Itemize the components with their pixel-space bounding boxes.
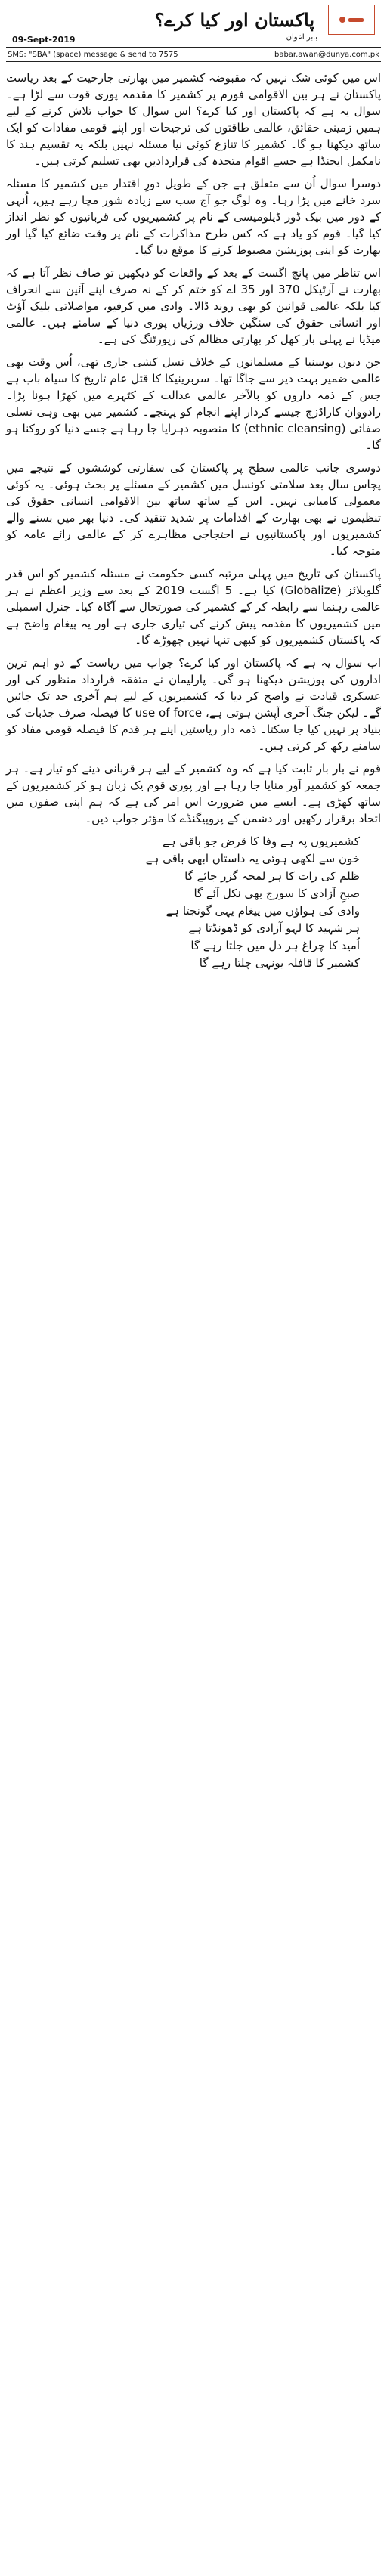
paragraph: اب سوال یہ ہے کہ پاکستان اور کیا کرے؟ جواب میں ریاست کے دو اہم ترین اداروں کی پوزیشن دیکھنا ہو گی۔ پارلیمان نے متفقہ قرارداد منظور کی اور عسکری قیادت نے واضح کر دیا کہ کشمیریوں کے لیے ہم آخری حد تک جائیں گے۔ لیکن جنگ آخری آپشن ہوتی ہے، use of force کا فیصلہ صرف جذبات کی بنیاد پر نہیں کیا جا سکتا۔ ذمہ دار ریاستیں اپنے ہر قدم کا فیصلہ قومی مفاد کو سامنے رکھ کر کرتی ہیں۔ [6,656,382,753]
logo-bar [348,18,364,22]
poem-line: اُمید کا چراغ ہر دل میں جلتا رہے گا [190,939,360,952]
poem-line: ظلم کی رات کا ہر لمحہ گزر جائے گا [184,869,360,883]
author-email: babar.awan@dunya.com.pk [274,50,379,59]
article-title: پاکستان اور کیا کرے؟ [154,9,314,31]
paragraph: جن دنوں بوسنیا کے مسلمانوں کے خلاف نسل کشی جاری تھی، اُس وقت بھی عالمی ضمیر بہت دیر سے جاگا تھا۔ سربرینیکا کا قتل عام تاریخ کا سیاہ باب ہے جس کے ذمہ داروں کو بالآخر عالمی عدالت کے کٹہرے میں کھڑا ہونا پڑا۔ رادووان کاراڈزچ جیسے کردار اپنے انجام کو پہنچے۔ کشمیر میں بھی وہی نسلی صفائی (ethnic cleansing) کا منصوبہ دہرایا جا رہا ہے جسے دنیا کو روکنا ہو گا۔ [6,355,381,452]
poem-line: خون سے لکھی ہوئی یہ داستاں ابھی باقی ہے [145,852,360,865]
paragraph: اس تناظر میں پانچ اگست کے بعد کے واقعات کو دیکھیں تو صاف نظر آتا ہے کہ بھارت نے آرٹیکل 370 اور 35 اے کو ختم کر کے نہ صرف اپنے آئین سے انحراف کیا بلکہ عالمی قوانین کو بھی روند ڈالا۔ وادی میں کرفیو، مواصلاتی بلیک آؤٹ اور انسانی حقوق کی سنگین خلاف ورزیاں پوری دنیا کے سامنے ہیں۔ عالمی میڈیا نے پہلی بار کھل کر بھارتی مظالم کی رپورٹنگ کی ہے۔ [6,266,381,346]
author-name: بابر اعوان [286,33,317,42]
poem-line: صبحِ آزادی کا سورج بھی نکل آئے گا [194,887,360,900]
publish-date: 09-Sept-2019 [12,35,76,45]
poem-line: کشمیریوں پہ ہے وفا کا قرض جو باقی ہے [163,834,360,848]
article-header [6,0,381,47]
paragraph: پاکستان کی تاریخ میں پہلی مرتبہ کسی حکومت نے مسئلہ کشمیر کو اس قدر گلوبلائز (Globalize) کیا ہے۔ 5 اگست 2019 کے بعد سے وزیر اعظم نے ہر عالمی رہنما سے رابطہ کر کے کشمیر کی صورتحال سے آگاہ کیا۔ جنرل اسمبلی میں کشمیریوں کا مقدمہ پیش کرنے کی تیاری جاری ہے اور یہ پیغام واضح ہے کہ پاکستان کشمیریوں کو کبھی تنہا نہیں چھوڑے گا۔ [6,567,381,647]
closing-poem [6,833,381,972]
poem-line: کشمیر کا قافلہ یونہی چلتا رہے گا [199,956,360,970]
column-logo [328,5,375,35]
poem-line: ہر شہید کا لہو آزادی کو ڈھونڈتا ہے [188,921,360,935]
logo-icon [329,5,374,34]
contact-bar [6,47,381,62]
paragraph: قوم نے بار بار ثابت کیا ہے کہ وہ کشمیر کے لیے ہر قربانی دینے کو تیار ہے۔ ہر جمعہ کو کشمیر آور منایا جا رہا ہے اور پوری قوم یک زبان ہو کر کشمیریوں کے ساتھ کھڑی ہے۔ ایسے میں ضرورت اس امر کی ہے کہ ہم اپنی صفوں میں اتحاد برقرار رکھیں اور دشمن کے پروپیگنڈے کا مؤثر جواب دیں۔ [6,762,381,825]
article-body [6,62,381,972]
paragraph: دوسرا سوال اُن سے متعلق ہے جن کے طویل دورِ اقتدار میں کشمیر کا مسئلہ سرد خانے میں پڑا رہا۔ وہ لوگ جو آج سب سے زیادہ شور مچا رہے ہیں، اُنہی کے دور میں بیک ڈور ڈپلومیسی کے نام پر کشمیریوں کی قربانیوں کو نظر انداز کیا گیا۔ قوم کو یاد ہے کہ کس طرح مذاکرات کے نام پر وقت ضائع کیا گیا اور بھارت کو اپنی پوزیشن مضبوط کرنے کا موقع دیا گیا۔ [6,177,381,257]
sms-info: SMS: "SBA" (space) message & send to 7575 [8,50,178,59]
poem-line: وادی کی ہواؤں میں پیغام یہی گونجتا ہے [166,904,360,918]
paragraph: اس میں کوئی شک نہیں کہ مقبوضہ کشمیر میں بھارتی جارحیت کے بعد ریاست پاکستان نے ہر بین الاقوامی فورم پر کشمیر کا مقدمہ پوری قوت سے لڑا ہے۔ سوال یہ ہے کہ پاکستان اور کیا کرے؟ اس سوال کا جواب تلاش کرنے کے لیے ہمیں زمینی حقائق، عالمی طاقتوں کی ترجیحات اور اپنے قومی مفادات کو ایک ساتھ دیکھنا ہو گا۔ کشمیر کا تنازع کوئی نیا مسئلہ نہیں بلکہ یہ تقسیم ہند کا نامکمل ایجنڈا ہے جسے اقوام متحدہ کی قراردادیں بھی تسلیم کرتی ہیں۔ [6,71,381,168]
logo-dot [339,17,345,23]
paragraph: دوسری جانب عالمی سطح پر پاکستان کی سفارتی کوششوں کے نتیجے میں پچاس سال بعد سلامتی کونسل میں کشمیر کے مسئلے پر بحث ہوئی۔ یہ کوئی معمولی کامیابی نہیں۔ اس کے ساتھ ساتھ بین الاقوامی انسانی حقوق کی تنظیموں نے بھی بھارت کے اقدامات پر شدید تنقید کی۔ دنیا بھر میں بسنے والے کشمیریوں اور پاکستانیوں نے احتجاجی مظاہرے کر کے عالمی رائے عامہ کو متوجہ کیا۔ [6,461,381,558]
